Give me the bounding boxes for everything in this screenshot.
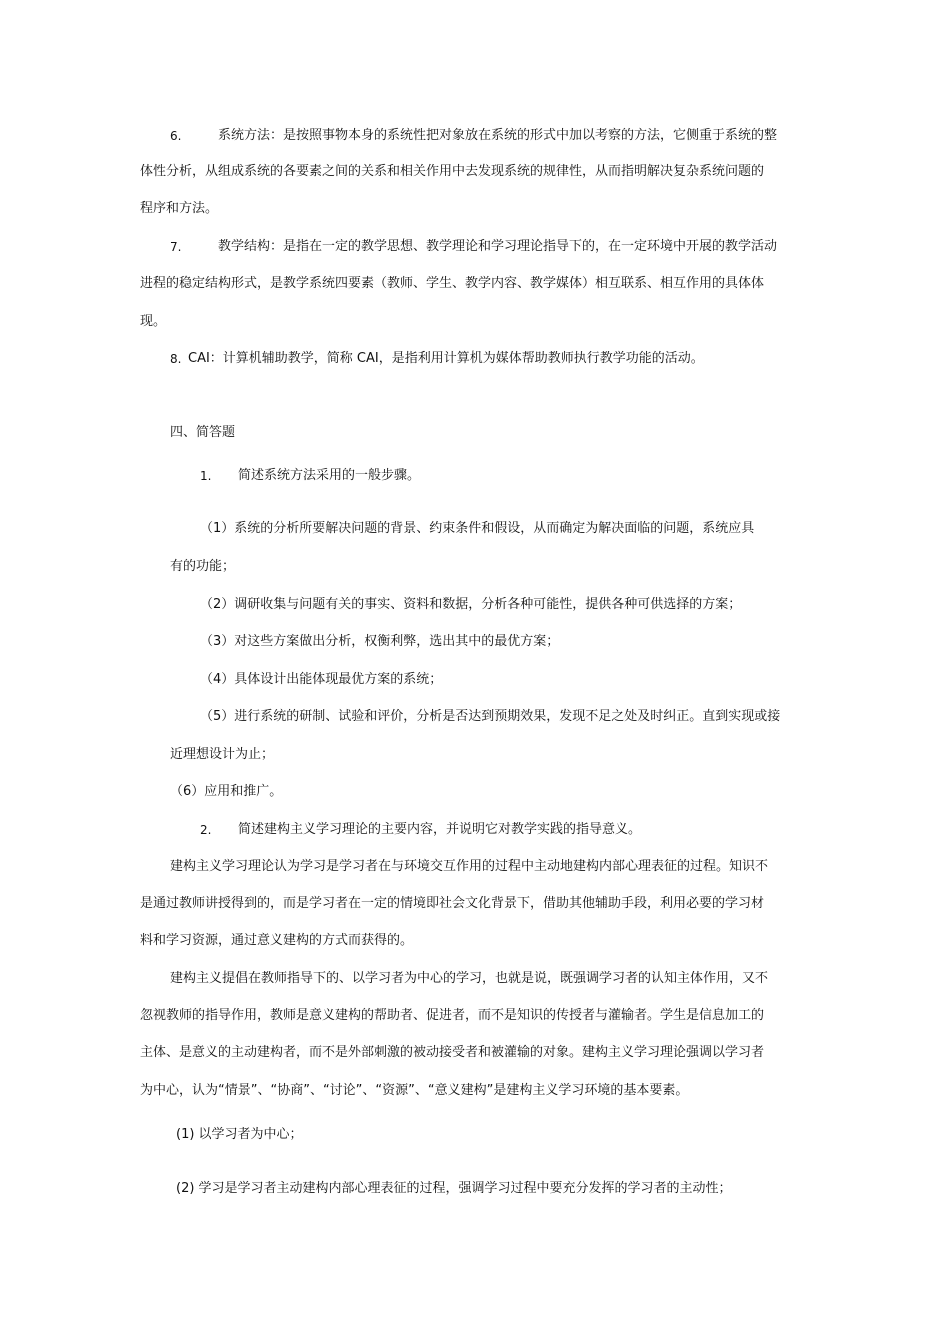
q2-para1-line-2: 是通过教师讲授得到的，而是学习者在一定的情境即社会文化背景下，借助其他辅助手段，利用必要的学习材 [140,896,765,911]
q2-para1-line-3: 料和学习资源，通过意义建构的方式而获得的。 [140,933,414,948]
q2-text: 简述建构主义学习理论的主要内容，并说明它对教学实践的指导意义。 [238,822,642,837]
def-7-line-2: 进程的稳定结构形式，是教学系统四要素（教师、学生、教学内容、教学媒体）相互联系、相互作用的具体体 [140,276,765,291]
q2-point-2: (2) 学习是学习者主动建构内部心理表征的过程，强调学习过程中要充分发挥的学习者的主动性； [176,1181,732,1196]
q1-step-2: （2）调研收集与问题有关的事实、资料和数据，分析各种可能性，提供各种可供选择的方案； [200,597,742,612]
def-7-line-3: 现。 [140,314,167,329]
def-6-line-1: 系统方法：是按照事物本身的系统性把对象放在系统的形式中加以考察的方法，它侧重于系统的整 [218,128,778,143]
q2-para2-line-4: 为中心，认为“情景”、“协商”、“讨论”、“资源”、“意义建构”是建构主义学习环境的基本要素。 [140,1083,689,1098]
q2-para2-line-1: 建构主义提倡在教师指导下的、以学习者为中心的学习，也就是说，既强调学习者的认知主体作用，又不 [170,971,769,986]
def-8-line-1: CAI：计算机辅助教学，简称 CAI，是指利用计算机为媒体帮助教师执行教学功能的活动。 [188,351,704,366]
q1-step-3: （3）对这些方案做出分析，权衡利弊，选出其中的最优方案； [200,634,560,649]
def-6-line-2: 体性分析，从组成系统的各要素之间的关系和相关作用中去发现系统的规律性，从而指明解决复杂系统问题的 [140,164,765,179]
q2-para2-line-3: 主体、是意义的主动建构者，而不是外部刺激的被动接受者和被灌输的对象。建构主义学习理论强调以学习者 [140,1045,765,1060]
q2-para1-line-1: 建构主义学习理论认为学习是学习者在与环境交互作用的过程中主动地建构内部心理表征的过程。知识不 [170,859,769,874]
def-8-number: 8. [170,352,182,366]
def-6-number: 6. [170,129,182,143]
q2-number: 2. [200,823,212,837]
q1-text: 简述系统方法采用的一般步骤。 [238,468,421,483]
q1-step-4: （4）具体设计出能体现最优方案的系统； [200,672,443,687]
q2-point-1: (1) 以学习者为中心； [176,1127,303,1142]
q1-step-1-cont: 有的功能； [170,559,236,574]
def-7-line-1: 教学结构：是指在一定的教学思想、教学理论和学习理论指导下的，在一定环境中开展的教学活动 [218,239,778,254]
q1-number: 1. [200,469,212,483]
q2-para2-line-2: 忽视教师的指导作用，教师是意义建构的帮助者、促进者，而不是知识的传授者与灌输者。学生是信息加工的 [140,1008,765,1023]
def-7-number: 7. [170,240,182,254]
def-6-line-3: 程序和方法。 [140,201,219,216]
q1-step-5: （5）进行系统的研制、试验和评价，分析是否达到预期效果，发现不足之处及时纠正。直到实现或接 [200,709,781,724]
q1-step-6: （6）应用和推广。 [170,784,283,799]
q1-step-5-cont: 近理想设计为止； [170,747,275,762]
q1-step-1: （1）系统的分析所要解决问题的背景、约束条件和假设，从而确定为解决面临的问题，系统应具 [200,521,755,536]
section-title: 四、简答题 [170,425,236,440]
